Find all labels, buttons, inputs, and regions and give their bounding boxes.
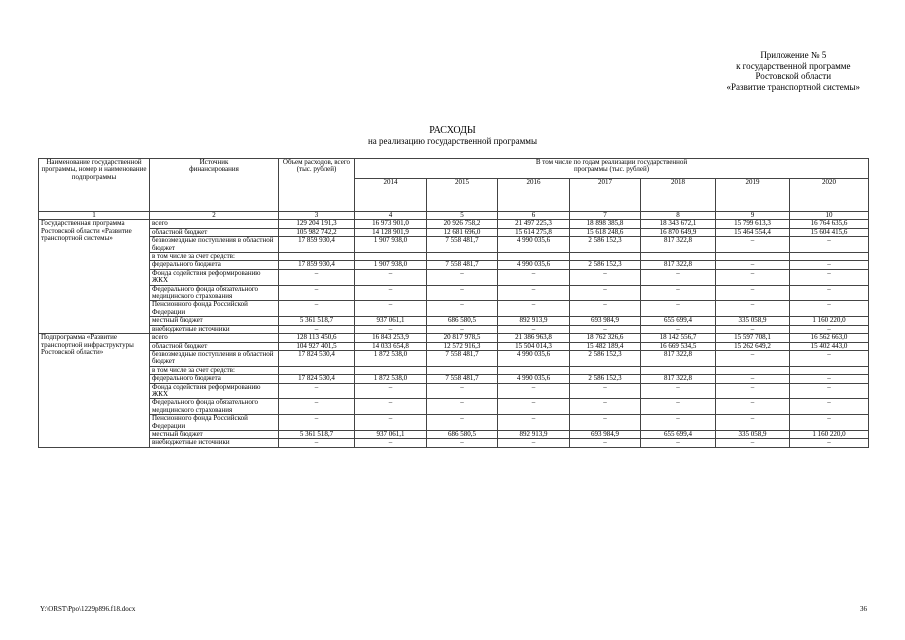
header-total: Объем расходов, всего (тыс. рублей) — [279, 159, 355, 212]
year-value-cell: 16 764 635,6 — [790, 220, 869, 228]
year-value-cell: – — [716, 269, 790, 285]
year-value-cell: – — [790, 350, 869, 366]
year-value-cell: 1 907 938,0 — [355, 237, 427, 253]
year-value-cell: 1 907 938,0 — [355, 261, 427, 269]
source-cell: в том числе за счет средств: — [150, 366, 279, 374]
column-number: 9 — [716, 212, 790, 220]
year-value-cell: 15 604 415,6 — [790, 228, 869, 236]
year-value-cell: – — [498, 269, 570, 285]
table-row — [39, 383, 869, 399]
year-value-cell: – — [790, 285, 869, 301]
year-value-cell: – — [498, 439, 570, 447]
total-cell: – — [279, 325, 355, 333]
header-year-2020: 2020 — [790, 179, 869, 212]
source-cell: всего — [150, 220, 279, 228]
year-value-cell: – — [790, 261, 869, 269]
year-value-cell: – — [716, 375, 790, 383]
year-value-cell: – — [427, 325, 498, 333]
expenses-table — [38, 158, 869, 448]
year-value-cell: 7 558 481,7 — [427, 350, 498, 366]
source-cell: Федерального фонда обязательного медицинского страхования — [150, 285, 279, 301]
column-number: 1 — [39, 212, 150, 220]
total-cell: 5 361 518,7 — [279, 317, 355, 325]
column-number: 7 — [570, 212, 641, 220]
year-value-cell — [570, 366, 641, 374]
year-value-cell: 21 386 963,8 — [498, 334, 570, 342]
year-value-cell: – — [355, 301, 427, 317]
total-cell: 17 859 930,4 — [279, 261, 355, 269]
year-value-cell: – — [716, 285, 790, 301]
year-value-cell: – — [355, 285, 427, 301]
table-row — [39, 334, 869, 342]
year-value-cell — [570, 253, 641, 261]
year-value-cell: – — [641, 415, 716, 431]
source-cell: федерального бюджета — [150, 261, 279, 269]
table-row — [39, 366, 869, 374]
table-row — [39, 375, 869, 383]
year-value-cell: 15 618 248,6 — [570, 228, 641, 236]
year-value-cell: 1 872 538,0 — [355, 375, 427, 383]
header-year-2019: 2019 — [716, 179, 790, 212]
year-value-cell: – — [716, 301, 790, 317]
year-value-cell: 4 990 035,6 — [498, 350, 570, 366]
title-sub: на реализацию государственной программы — [367, 136, 538, 146]
table-row — [39, 399, 869, 415]
year-value-cell: 15 614 275,8 — [498, 228, 570, 236]
year-value-cell — [790, 253, 869, 261]
year-value-cell: – — [641, 439, 716, 447]
total-cell: – — [279, 269, 355, 285]
year-value-cell: 16 843 253,9 — [355, 334, 427, 342]
header-year-2014: 2014 — [355, 179, 427, 212]
year-value-cell: – — [355, 415, 427, 431]
table-row — [39, 430, 869, 438]
source-cell: безвозмездные поступления в областной бюджет — [150, 237, 279, 253]
footer-file-path: Y:\ORST\Ppo\1229p896.f18.docx — [40, 605, 136, 613]
appendix-line-3: Ростовской области — [755, 71, 832, 81]
year-value-cell — [790, 366, 869, 374]
year-value-cell — [427, 253, 498, 261]
total-cell: 128 113 450,6 — [279, 334, 355, 342]
source-cell: местный бюджет — [150, 317, 279, 325]
total-cell: – — [279, 415, 355, 431]
table-row — [39, 220, 869, 228]
year-value-cell: 686 580,5 — [427, 430, 498, 438]
source-cell: Федерального фонда обязательного медицинского страхования — [150, 399, 279, 415]
year-value-cell: 7 558 481,7 — [427, 261, 498, 269]
year-value-cell: – — [790, 415, 869, 431]
year-value-cell: 655 699,4 — [641, 317, 716, 325]
year-value-cell: 1 872 538,0 — [355, 350, 427, 366]
year-value-cell: – — [498, 301, 570, 317]
year-value-cell: – — [790, 375, 869, 383]
year-value-cell: 892 913,9 — [498, 317, 570, 325]
total-cell: – — [279, 439, 355, 447]
year-value-cell: – — [790, 399, 869, 415]
year-value-cell: – — [790, 439, 869, 447]
year-value-cell: – — [641, 383, 716, 399]
table-row — [39, 301, 869, 317]
year-value-cell: – — [716, 237, 790, 253]
year-value-cell: 817 322,8 — [641, 237, 716, 253]
year-value-cell: – — [570, 285, 641, 301]
source-cell: Фонда содействия реформированию ЖКХ — [150, 269, 279, 285]
year-value-cell: – — [641, 325, 716, 333]
year-value-cell: – — [716, 383, 790, 399]
year-value-cell — [716, 366, 790, 374]
header-years-caption: В том числе по годам реализации государственной программы (тыс. рублей) — [355, 159, 869, 179]
year-value-cell: 12 681 696,0 — [427, 228, 498, 236]
year-value-cell: – — [641, 269, 716, 285]
year-value-cell: 7 558 481,7 — [427, 375, 498, 383]
year-value-cell: 15 262 649,2 — [716, 342, 790, 350]
year-value-cell: – — [716, 261, 790, 269]
table-row — [39, 228, 869, 236]
year-value-cell: 4 990 035,6 — [498, 375, 570, 383]
year-value-cell: – — [790, 301, 869, 317]
appendix-block — [727, 50, 860, 92]
year-value-cell — [427, 366, 498, 374]
column-number: 2 — [150, 212, 279, 220]
source-cell: федерального бюджета — [150, 375, 279, 383]
year-value-cell: – — [355, 325, 427, 333]
year-value-cell: – — [570, 269, 641, 285]
table-row — [39, 350, 869, 366]
year-value-cell: 15 464 554,4 — [716, 228, 790, 236]
year-value-cell: – — [716, 350, 790, 366]
year-value-cell: 16 870 649,9 — [641, 228, 716, 236]
source-cell: областной бюджет — [150, 342, 279, 350]
year-value-cell: – — [641, 399, 716, 415]
year-value-cell: – — [790, 269, 869, 285]
table-row — [39, 325, 869, 333]
total-cell: – — [279, 301, 355, 317]
year-value-cell: – — [641, 301, 716, 317]
source-cell: всего — [150, 334, 279, 342]
year-value-cell — [498, 366, 570, 374]
total-cell: 104 927 401,5 — [279, 342, 355, 350]
year-value-cell: – — [355, 269, 427, 285]
header-year-2016: 2016 — [498, 179, 570, 212]
year-value-cell — [641, 253, 716, 261]
source-cell: безвозмездные поступления в областной бюджет — [150, 350, 279, 366]
year-value-cell: – — [498, 383, 570, 399]
year-value-cell: – — [570, 301, 641, 317]
year-value-cell: – — [570, 399, 641, 415]
table-row — [39, 439, 869, 447]
table-body — [39, 220, 869, 447]
year-value-cell: – — [570, 325, 641, 333]
year-value-cell: – — [427, 269, 498, 285]
program-name-cell: Подпрограмма «Развитие транспортной инфраструктуры Ростовской области» — [39, 334, 150, 448]
source-cell: Пенсионного фонда Российской Федерации — [150, 301, 279, 317]
title-main: РАСХОДЫ — [429, 125, 476, 136]
year-value-cell: 14 128 901,9 — [355, 228, 427, 236]
year-value-cell: 18 762 326,6 — [570, 334, 641, 342]
year-value-cell: – — [355, 439, 427, 447]
source-cell: внебюджетные источники — [150, 439, 279, 447]
table-row — [39, 269, 869, 285]
total-cell: 17 859 930,4 — [279, 237, 355, 253]
column-number: 8 — [641, 212, 716, 220]
source-cell: Пенсионного фонда Российской Федерации — [150, 415, 279, 431]
total-cell: 17 824 530,4 — [279, 350, 355, 366]
year-value-cell: 1 160 220,0 — [790, 430, 869, 438]
year-value-cell: 335 058,9 — [716, 317, 790, 325]
year-value-cell: 15 597 708,1 — [716, 334, 790, 342]
year-value-cell: – — [498, 285, 570, 301]
year-value-cell: 686 580,5 — [427, 317, 498, 325]
table-row — [39, 285, 869, 301]
year-value-cell: – — [355, 383, 427, 399]
year-value-cell: 12 572 916,3 — [427, 342, 498, 350]
header-name: Наименование государственной программы, номер и наименование подпрограммы — [39, 159, 150, 212]
year-value-cell: – — [498, 415, 570, 431]
year-value-cell: 937 061,1 — [355, 317, 427, 325]
year-value-cell: 2 586 152,3 — [570, 261, 641, 269]
total-cell: 105 982 742,2 — [279, 228, 355, 236]
year-value-cell: 20 926 758,2 — [427, 220, 498, 228]
year-value-cell: 15 799 613,3 — [716, 220, 790, 228]
year-value-cell: – — [790, 325, 869, 333]
year-value-cell: 15 504 014,3 — [498, 342, 570, 350]
year-value-cell: – — [427, 285, 498, 301]
year-value-cell: – — [570, 439, 641, 447]
header-year-2018: 2018 — [641, 179, 716, 212]
total-cell: 17 824 530,4 — [279, 375, 355, 383]
year-value-cell — [498, 253, 570, 261]
year-value-cell: 693 984,9 — [570, 317, 641, 325]
year-value-cell: 7 558 481,7 — [427, 237, 498, 253]
total-cell — [279, 253, 355, 261]
source-cell: областной бюджет — [150, 228, 279, 236]
year-value-cell — [355, 253, 427, 261]
table-row — [39, 253, 869, 261]
source-cell: в том числе за счет средств: — [150, 253, 279, 261]
total-cell: – — [279, 399, 355, 415]
footer-page-number: 36 — [860, 605, 867, 613]
year-value-cell: 18 898 385,8 — [570, 220, 641, 228]
year-value-cell: – — [427, 301, 498, 317]
table-row — [39, 415, 869, 431]
year-value-cell: – — [427, 415, 498, 431]
year-value-cell: – — [427, 399, 498, 415]
year-value-cell: 20 817 978,5 — [427, 334, 498, 342]
year-value-cell: 693 984,9 — [570, 430, 641, 438]
year-value-cell — [355, 366, 427, 374]
year-value-cell: 2 586 152,3 — [570, 375, 641, 383]
year-value-cell: 335 058,9 — [716, 430, 790, 438]
year-value-cell: – — [355, 399, 427, 415]
year-value-cell: 817 322,8 — [641, 261, 716, 269]
year-value-cell: – — [716, 325, 790, 333]
year-value-cell — [716, 253, 790, 261]
document-title — [0, 126, 905, 146]
total-cell — [279, 366, 355, 374]
table-row — [39, 261, 869, 269]
year-value-cell: 21 497 225,3 — [498, 220, 570, 228]
year-value-cell: 18 142 556,7 — [641, 334, 716, 342]
total-cell: 5 361 518,7 — [279, 430, 355, 438]
year-value-cell: 2 586 152,3 — [570, 237, 641, 253]
column-number: 5 — [427, 212, 498, 220]
appendix-line-1: Приложение № 5 — [760, 50, 827, 60]
year-value-cell: 817 322,8 — [641, 375, 716, 383]
table-row — [39, 237, 869, 253]
year-value-cell: – — [570, 415, 641, 431]
source-cell: местный бюджет — [150, 430, 279, 438]
column-number: 6 — [498, 212, 570, 220]
year-value-cell: – — [498, 399, 570, 415]
year-value-cell: 16 562 663,0 — [790, 334, 869, 342]
year-value-cell: 2 586 152,3 — [570, 350, 641, 366]
header-column-numbers — [39, 212, 869, 220]
year-value-cell: 892 913,9 — [498, 430, 570, 438]
year-value-cell: 1 160 220,0 — [790, 317, 869, 325]
year-value-cell: – — [427, 383, 498, 399]
year-value-cell: – — [716, 399, 790, 415]
year-value-cell — [641, 366, 716, 374]
year-value-cell: 16 973 901,0 — [355, 220, 427, 228]
year-value-cell: 18 343 672,1 — [641, 220, 716, 228]
table-row — [39, 342, 869, 350]
appendix-line-2: к государственной программе — [736, 60, 851, 71]
year-value-cell: 15 482 189,4 — [570, 342, 641, 350]
year-value-cell: – — [790, 383, 869, 399]
year-value-cell: – — [790, 237, 869, 253]
column-number: 4 — [355, 212, 427, 220]
source-cell: Фонда содействия реформированию ЖКХ — [150, 383, 279, 399]
year-value-cell: 14 033 654,8 — [355, 342, 427, 350]
program-name-cell: Государственная программа Ростовской области «Развитие транспортной системы» — [39, 220, 150, 334]
year-value-cell: 817 322,8 — [641, 350, 716, 366]
source-cell: внебюджетные источники — [150, 325, 279, 333]
table-row — [39, 317, 869, 325]
total-cell: 129 204 191,3 — [279, 220, 355, 228]
year-value-cell: – — [716, 439, 790, 447]
total-cell: – — [279, 383, 355, 399]
column-number: 10 — [790, 212, 869, 220]
year-value-cell: – — [570, 383, 641, 399]
year-value-cell: 4 990 035,6 — [498, 261, 570, 269]
year-value-cell: 15 402 443,0 — [790, 342, 869, 350]
column-number: 3 — [279, 212, 355, 220]
header-year-2015: 2015 — [427, 179, 498, 212]
year-value-cell: 4 990 035,6 — [498, 237, 570, 253]
year-value-cell: 16 669 534,5 — [641, 342, 716, 350]
header-year-2017: 2017 — [570, 179, 641, 212]
appendix-line-4: «Развитие транспортной системы» — [726, 81, 860, 92]
year-value-cell: – — [498, 325, 570, 333]
year-value-cell: – — [641, 285, 716, 301]
year-value-cell: – — [427, 439, 498, 447]
header-source: Источник финансирования — [150, 159, 279, 212]
total-cell: – — [279, 285, 355, 301]
year-value-cell: – — [716, 415, 790, 431]
year-value-cell: 937 061,1 — [355, 430, 427, 438]
year-value-cell: 655 699,4 — [641, 430, 716, 438]
